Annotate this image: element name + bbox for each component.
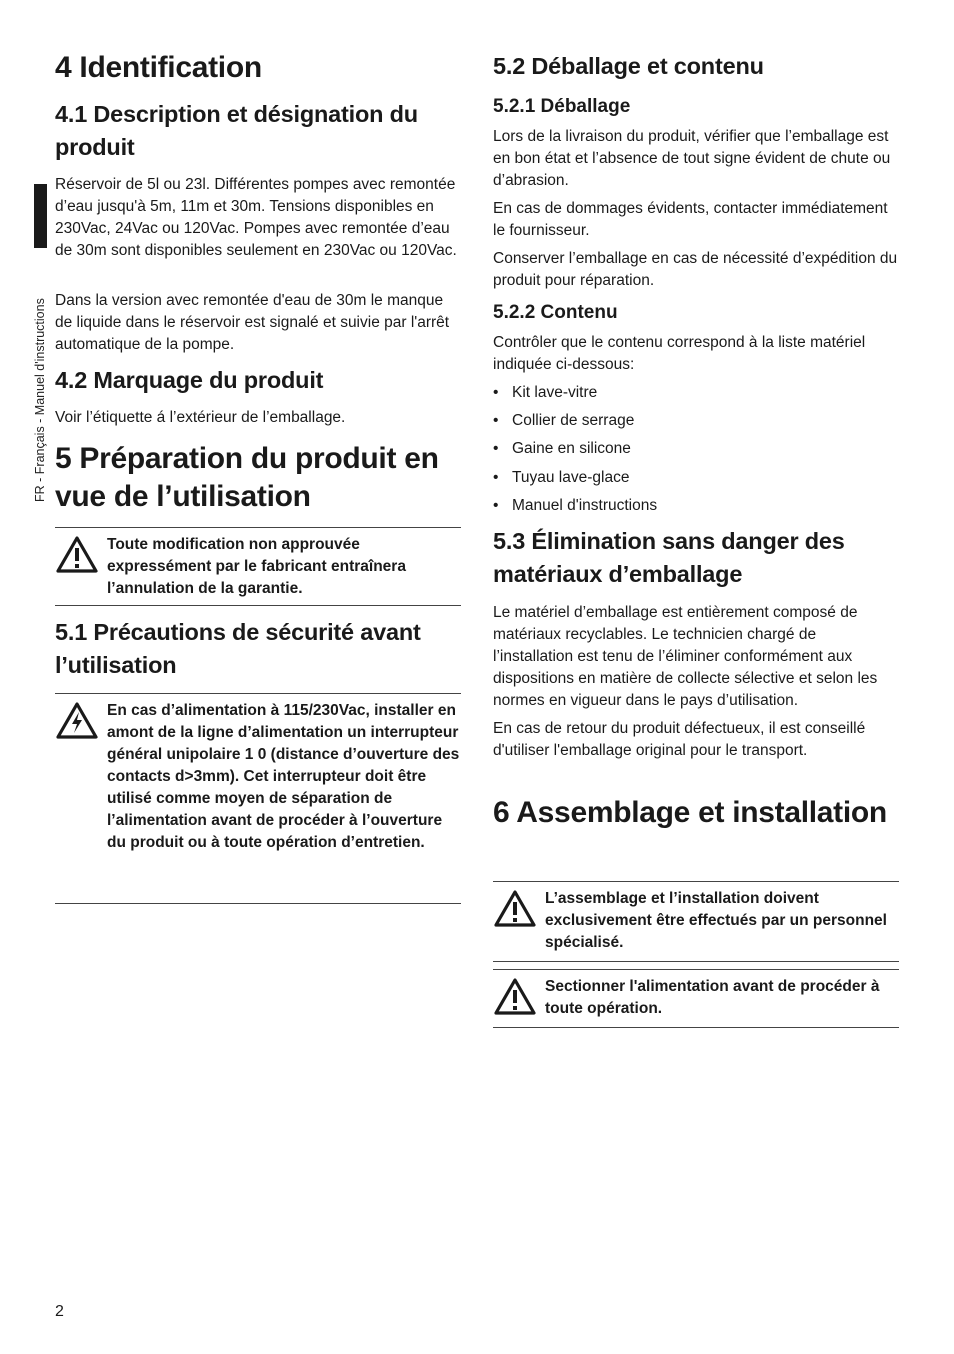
warning-triangle-icon (493, 888, 537, 928)
heading-5-2: 5.2 Déballage et contenu (493, 53, 764, 79)
heading-5-2-2: 5.2.2 Contenu (493, 302, 618, 323)
warning-box-electric (55, 693, 461, 904)
paragraph-5-3-b: En cas de retour du produit défectueux, il est conseillé d'utiliser l'emballage original pour le transport. (493, 720, 866, 759)
warning-text-power-off: Sectionner l'alimentation avant de procéder à toute opération. (545, 978, 880, 1017)
page-number: 2 (55, 1303, 64, 1320)
side-language-label: FR - Français - Manuel d'instructions (33, 298, 47, 502)
list-item: • Collier de serrage (493, 407, 899, 435)
paragraph-5-2-1-b: En cas de dommages évidents, contacter immédiatement le fournisseur. (493, 200, 888, 239)
list-item: • Manuel d'instructions (493, 492, 899, 520)
paragraph-5-2-2: Contrôler que le contenu correspond à la liste matériel indiquée ci-dessous: (493, 334, 866, 373)
list-item: • Tuyau lave-glace (493, 464, 899, 492)
content-list (493, 379, 899, 520)
heading-4-1: 4.1 Description et désignation du produit (55, 101, 418, 160)
heading-5-3: 5.3 Élimination sans danger des matériaux d’emballage (493, 528, 845, 587)
heading-4-identification: 4 Identification (55, 51, 262, 84)
heading-4-2: 4.2 Marquage du produit (55, 367, 324, 393)
paragraph-5-2-1-c: Conserver l’emballage en cas de nécessité d’expédition du produit pour réparation. (493, 250, 898, 289)
section-tab-marker (34, 184, 47, 248)
paragraph-5-2-1-a: Lors de la livraison du produit, vérifier que l’emballage est en bon état et l’absence de tout signe évident de chute ou d’abrasion. (493, 128, 891, 189)
list-item: • Gaine en silicone (493, 435, 899, 463)
warning-text-specialist: L’assemblage et l’installation doivent exclusivement être effectués par un personnel spécialisé. (545, 890, 887, 951)
paragraph-4-1-a: Réservoir de 5l ou 23l. Différentes pompes avec remontée d’eau jusqu'à 5m, 11m et 30m. Tensions disponibles en 230Vac, 24Vac ou 120Vac. Pompes avec remontée d’eau de 30m sont disponibles seulement en 230Vac ou 120Vac. (55, 176, 457, 259)
warning-triangle-icon (55, 534, 99, 574)
paragraph-5-3-a: Le matériel d’emballage est entièrement composé de matériaux recyclables. Le technicien chargé de l’installation est tenu de l’éliminer conformément aux dispositions en matière de collecte sélective et selon les normes en vigueur dans le pays d’utilisation. (493, 604, 878, 709)
heading-5-2-1: 5.2.1 Déballage (493, 96, 631, 117)
warning-box-warranty (55, 527, 461, 606)
heading-6-assemblage: 6 Assemblage et installation (493, 796, 887, 829)
warning-box-power-off (493, 969, 899, 1028)
heading-5-1: 5.1 Précautions de sécurité avant l’utilisation (55, 619, 421, 678)
electric-hazard-icon (55, 700, 99, 740)
paragraph-4-1-b: Dans la version avec remontée d'eau de 30m le manque de liquide dans le réservoir est signalé et suivie par l'arrêt automatique de la pompe. (55, 292, 450, 353)
warning-box-specialist (493, 881, 899, 962)
list-item: • Kit lave-vitre (493, 379, 899, 407)
heading-5-preparation: 5 Préparation du produit en vue de l’utilisation (55, 442, 439, 513)
warning-text-electric: En cas d’alimentation à 115/230Vac, installer en amont de la ligne d’alimentation un interrupteur général unipolaire 1 0 (distance d’ouverture des contacts d>3mm). Cet interrupteur doit être utilisé comme moyen de séparation de l’alimentation avant de procéder à l’ouverture du produit ou à toute opération d’entretien. (107, 702, 460, 851)
warning-triangle-icon (493, 976, 537, 1016)
warning-text-warranty: Toute modification non approuvée expressément par le fabricant entraînera l’annulation de la garantie. (107, 536, 406, 597)
paragraph-4-2: Voir l’étiquette á l’extérieur de l’emballage. (55, 409, 346, 426)
